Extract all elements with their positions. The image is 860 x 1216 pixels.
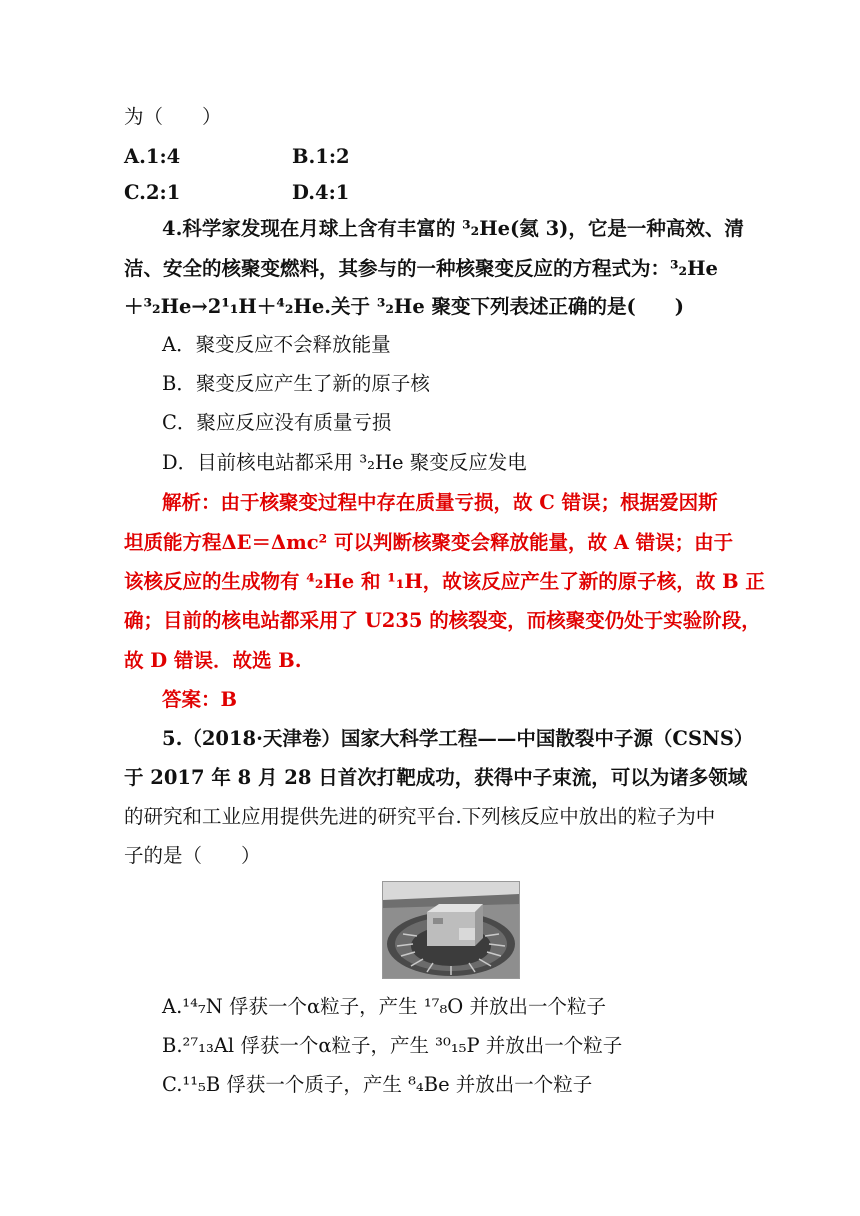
q4-answer: 答案：B [162, 688, 237, 711]
q4-stem-line2: 洁、安全的核聚变燃料，其参与的一种核聚变反应的方程式为：³₂He [124, 257, 718, 280]
q5-option-b: B.²⁷₁₃Al 俘获一个α粒子，产生 ³⁰₁₅P 并放出一个粒子 [162, 1034, 623, 1057]
q3-option-d: D.4:1 [292, 181, 350, 204]
q4-analysis-line1: 解析：由于核聚变过程中存在质量亏损，故 C 错误；根据爱因斯 [162, 491, 718, 514]
q3-options-row1 [124, 144, 460, 170]
q5-stem-line4: 子的是（ ） [124, 844, 261, 867]
q5-option-c: C.¹¹₅B 俘获一个质子，产生 ⁸₄Be 并放出一个粒子 [162, 1073, 593, 1096]
q3-option-b: B.1:2 [292, 145, 350, 168]
q3-option-a: A.1:4 [124, 145, 181, 168]
q5-option-a: A.¹⁴₇N 俘获一个α粒子，产生 ¹⁷₈O 并放出一个粒子 [162, 995, 606, 1018]
q4-analysis-line4: 确；目前的核电站都采用了 U235 的核裂变，而核聚变仍处于实验阶段， [124, 609, 761, 632]
q4-option-a: A．聚变反应不会释放能量 [162, 333, 391, 356]
q4-stem-line3: ＋³₂He→2¹₁H＋⁴₂He.关于 ³₂He 聚变下列表述正确的是( ) [124, 295, 684, 318]
q4-analysis-line2: 坦质能方程ΔE＝Δmc² 可以判断核聚变会释放能量，故 A 错误；由于 [124, 531, 734, 554]
q4-analysis-line5: 故 D 错误．故选 B. [124, 649, 302, 672]
q3-options-row2 [124, 180, 460, 206]
csns-facility-photo [382, 881, 520, 979]
q4-analysis-line3: 该核反应的生成物有 ⁴₂He 和 ¹₁H，故该反应产生了新的原子核，故 B 正 [124, 570, 765, 593]
q4-option-c: C．聚应反应没有质量亏损 [162, 411, 392, 434]
q5-stem-line3: 的研究和工业应用提供先进的研究平台.下列核反应中放出的粒子为中 [124, 805, 716, 828]
q4-stem-line1: 4.科学家发现在月球上含有丰富的 ³₂He(氦 3)，它是一种高效、清 [162, 217, 744, 240]
q5-stem-line2: 于 2017 年 8 月 28 日首次打靶成功，获得中子束流，可以为诸多领域 [124, 766, 748, 789]
q3-option-c: C.2:1 [124, 181, 181, 204]
q5-stem-line1: 5.（2018·天津卷）国家大科学工程——中国散裂中子源（CSNS） [162, 727, 754, 750]
q3-tail: 为（ ） [124, 105, 222, 128]
csns-facility-illustration [383, 882, 519, 978]
q4-option-d: D．目前核电站都采用 ³₂He 聚变反应发电 [162, 451, 527, 474]
q4-option-b: B．聚变反应产生了新的原子核 [162, 372, 430, 395]
